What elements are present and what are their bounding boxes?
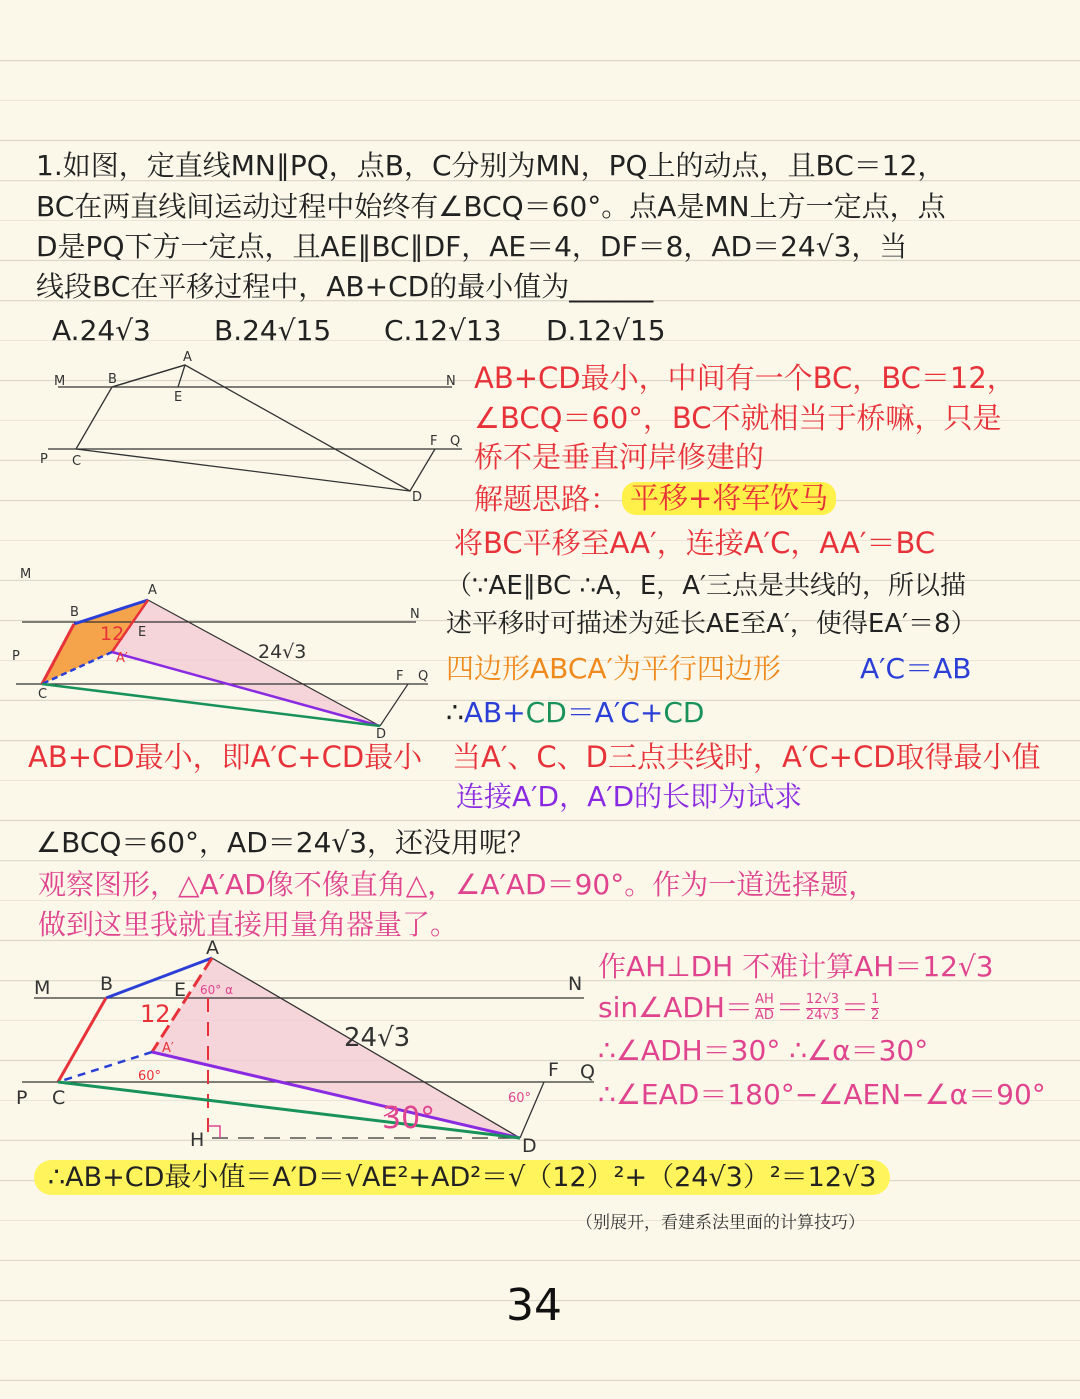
fig1-label-m: M [54, 374, 66, 389]
observe-line-1: 观察图形，△A′AD像不像直角△，∠A′AD＝90°。作为一道选择题， [38, 868, 877, 901]
analysis1-line-1: AB+CD最小，中间有一个BC，BC＝12， [474, 361, 1016, 395]
reason-line-1: （∵AE∥BC ∴A，E，A′三点是共线的，所以描 [446, 571, 967, 601]
frac-24r3: 24√3 [805, 1007, 840, 1023]
fig1-label-e: E [174, 390, 183, 405]
calc-sin-prefix: sin∠ADH＝ [598, 991, 753, 1025]
fig3-label-a-prime: A′ [162, 1041, 174, 1056]
problem-line-4: 线段BC在平移过程中，AB+CD的最小值为______ [36, 270, 654, 303]
fig1-label-q: Q [450, 434, 461, 449]
fig3-angle-60-d: 60° [508, 1091, 532, 1106]
fig3-label-b: B [100, 973, 114, 995]
fig2-label-a: A [148, 583, 157, 598]
frac-ah: AH [755, 992, 774, 1007]
option-a: A.24√3 [52, 314, 151, 347]
calc-line-1: 作AH⊥DH 不难计算AH＝12√3 [598, 950, 994, 983]
sum-cd-2: CD [663, 696, 705, 729]
fig1-label-n: N [446, 374, 456, 389]
fig1-label-d: D [412, 490, 423, 505]
sum-ac: ＝A′C+ [566, 696, 664, 729]
sum-ab: AB+ [463, 696, 526, 729]
equal-text: A′C＝AB [860, 652, 972, 685]
fig3-label-q: Q [580, 1061, 595, 1083]
fig3-bc-length: 12 [140, 1000, 171, 1028]
fig3-label-d: D [522, 1135, 537, 1157]
frac-12r3: 12√3 [805, 992, 840, 1007]
frac-one: 1 [871, 992, 880, 1007]
min-left: AB+CD最小，即A′C+CD最小 [28, 740, 423, 774]
page-number: 34 [506, 1280, 562, 1331]
idea-value: 平移+将军饮马 [622, 482, 836, 515]
fig1-label-c: C [72, 454, 82, 469]
problem-line-3: D是PQ下方一定点，且AE∥BC∥DF，AE＝4，DF＝8，AD＝24√3，当 [36, 230, 908, 263]
fig3-label-n: N [568, 973, 583, 995]
fig3-label-f: F [548, 1059, 559, 1081]
observe-line-2: 做到这里我就直接用量角器量了。 [38, 908, 459, 941]
fig2-label-e: E [138, 625, 147, 640]
frac-half [871, 993, 879, 1024]
fig3-label-a: A [206, 937, 219, 959]
problem-line-1: 1.如图，定直线MN∥PQ，点B，C分别为MN，PQ上的动点，且BC＝12， [36, 149, 946, 182]
fig3-angle-60-alpha: 60° α [200, 983, 233, 997]
figure-1 [30, 345, 490, 505]
parallelogram-text: 四边形ABCA′为平行四边形 [446, 652, 781, 685]
calc-line-4: ∴∠EAD＝180°−∠AEN−∠α＝90° [598, 1078, 1046, 1111]
fig2-label-d: D [376, 727, 387, 742]
final-answer: ∴AB+CD最小值＝A′D＝√AE²+AD²＝√（12）²+（24√3）²＝12√3 [34, 1160, 890, 1195]
fig2-label-a-prime: A′ [116, 651, 128, 666]
option-b: B.24√15 [214, 314, 332, 347]
frac-two: 2 [871, 1007, 880, 1023]
min-right: 当A′、C、D三点共线时，A′C+CD取得最小值 [452, 740, 1041, 774]
sum-cd: CD [525, 696, 567, 729]
frac-ah-ad [755, 993, 774, 1024]
option-d: D.12√15 [546, 314, 666, 347]
option-c: C.12√13 [384, 314, 502, 347]
fig2-label-n: N [410, 607, 420, 622]
fig2-label-b: B [70, 605, 79, 620]
fig3-angle-30: 30° [382, 1101, 436, 1136]
fig3-label-c: C [52, 1087, 66, 1109]
fig3-angle-60: 60° [138, 1069, 162, 1084]
calc-line-3: ∴∠ADH＝30° ∴∠α＝30° [598, 1034, 929, 1067]
problem-line-2: BC在两直线间运动过程中始终有∠BCQ＝60°。点A是MN上方一定点，点 [36, 190, 946, 223]
question-text: ∠BCQ＝60°，AD＝24√3，还没用呢？ [36, 826, 536, 859]
fig3-label-e: E [174, 979, 187, 1001]
analysis1-line-2: ∠BCQ＝60°，BC不就相当于桥嘛，只是 [474, 401, 1002, 435]
frac-ad: AD [755, 1007, 774, 1023]
fig2-label-p: P [12, 649, 20, 664]
fig2-ad-length: 24√3 [258, 641, 307, 663]
translate-step: 将BC平移至AA′，连接A′C，AA′＝BC [454, 526, 936, 560]
fig1-label-p: P [40, 452, 48, 467]
fig1-label-f: F [430, 434, 438, 449]
fig2-label-c: C [38, 687, 48, 702]
therefore-symbol: ∴ [446, 696, 464, 729]
fig2-bc-length: 12 [100, 623, 125, 645]
reason-line-2: 述平移时可描述为延长AE至A′，使得EA′＝8） [446, 609, 977, 639]
figure-3 [14, 937, 614, 1157]
sum-equation [446, 696, 705, 729]
figure-2 [8, 560, 448, 740]
analysis1-line-3: 桥不是垂直河岸修建的 [474, 440, 765, 474]
fig3-ad-length: 24√3 [344, 1023, 411, 1053]
fig3-label-h: H [190, 1129, 205, 1151]
fig3-label-p: P [16, 1087, 28, 1109]
frac-values [806, 993, 839, 1024]
fig3-label-m: M [34, 977, 51, 999]
fig2-label-m: M [20, 567, 32, 582]
idea-label: 解题思路： [474, 482, 620, 516]
technique-note: （别展开，看建系法里面的计算技巧） [576, 1213, 865, 1233]
fig2-label-q: Q [418, 669, 429, 684]
connect-text: 连接A′D，A′D的长即为试求 [456, 780, 803, 813]
calc-line-2: sin∠ADH＝ AH AD ＝ 12√3 24√3 ＝ 1 2 [598, 991, 880, 1025]
fig2-label-f: F [396, 669, 404, 684]
fig1-label-a: A [183, 350, 192, 365]
fig1-label-b: B [108, 372, 117, 387]
